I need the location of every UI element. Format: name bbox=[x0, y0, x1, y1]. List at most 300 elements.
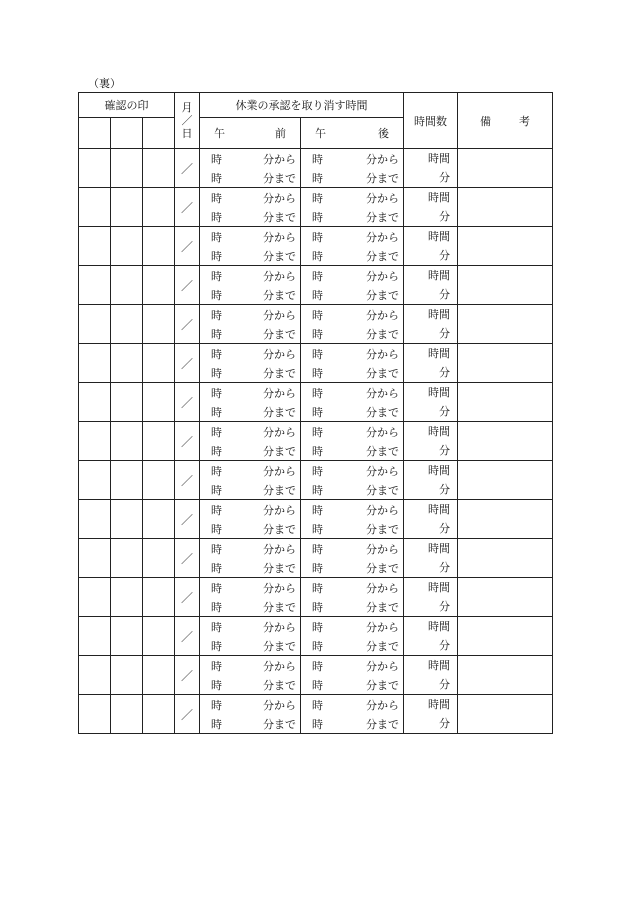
minutes-until-label: 分まで bbox=[366, 366, 399, 380]
date-slash: ／ bbox=[180, 278, 193, 293]
minutes-until-label: 分まで bbox=[366, 405, 399, 419]
seal-cell[interactable] bbox=[143, 500, 175, 539]
duration-cell[interactable] bbox=[404, 422, 458, 461]
remarks-cell[interactable] bbox=[458, 656, 553, 695]
day-header: 日 bbox=[181, 126, 193, 140]
duration-cell[interactable] bbox=[404, 227, 458, 266]
minutes-until-label: 分まで bbox=[366, 210, 399, 224]
hour-label: 時 bbox=[211, 308, 222, 322]
am-time-cell[interactable] bbox=[200, 149, 301, 188]
date-slash: ／ bbox=[180, 629, 193, 644]
date-cell[interactable] bbox=[175, 422, 200, 461]
minutes-from-label: 分から bbox=[366, 581, 399, 595]
minutes-until-label: 分まで bbox=[366, 444, 399, 458]
entry-row bbox=[79, 656, 553, 695]
pm-time-cell[interactable] bbox=[301, 461, 404, 500]
am-time-cell[interactable] bbox=[200, 188, 301, 227]
duration-hours-label: 時間 bbox=[428, 269, 450, 282]
seal-cell[interactable] bbox=[143, 695, 175, 734]
hour-label: 時 bbox=[312, 171, 323, 185]
hour-label: 時 bbox=[211, 464, 222, 478]
date-cell[interactable] bbox=[175, 227, 200, 266]
date-cell[interactable] bbox=[175, 461, 200, 500]
date-slash: ／ bbox=[180, 707, 193, 722]
remarks-cell[interactable] bbox=[458, 344, 553, 383]
seal-cell[interactable] bbox=[79, 305, 111, 344]
date-slash: ／ bbox=[180, 590, 193, 605]
hour-label: 時 bbox=[312, 678, 323, 692]
hour-label: 時 bbox=[312, 542, 323, 556]
duration-minutes-label: 分 bbox=[439, 561, 450, 574]
minutes-from-label: 分から bbox=[263, 308, 296, 322]
duration-cell[interactable] bbox=[404, 305, 458, 344]
hour-label: 時 bbox=[211, 191, 222, 205]
date-cell[interactable] bbox=[175, 500, 200, 539]
duration-cell[interactable] bbox=[404, 383, 458, 422]
seal-cell[interactable] bbox=[143, 383, 175, 422]
seal-cell[interactable] bbox=[79, 422, 111, 461]
date-cell[interactable] bbox=[175, 266, 200, 305]
minutes-from-label: 分から bbox=[366, 503, 399, 517]
minutes-until-label: 分まで bbox=[263, 600, 296, 614]
entry-row bbox=[79, 422, 553, 461]
hour-label: 時 bbox=[211, 425, 222, 439]
minutes-from-label: 分から bbox=[263, 620, 296, 634]
pm-label-right: 後 bbox=[378, 127, 389, 140]
minutes-until-label: 分まで bbox=[366, 600, 399, 614]
am-time-cell[interactable] bbox=[200, 578, 301, 617]
seal-cell[interactable] bbox=[111, 539, 143, 578]
hour-label: 時 bbox=[211, 210, 222, 224]
duration-minutes-label: 分 bbox=[439, 366, 450, 379]
date-slash: ／ bbox=[180, 434, 193, 449]
date-slash: ／ bbox=[181, 113, 193, 127]
minutes-from-label: 分から bbox=[263, 386, 296, 400]
remarks-cell[interactable] bbox=[458, 383, 553, 422]
minutes-from-label: 分から bbox=[263, 152, 296, 166]
seal-cell[interactable] bbox=[79, 500, 111, 539]
seal-cell-header-1 bbox=[79, 118, 111, 149]
duration-cell[interactable] bbox=[404, 266, 458, 305]
seal-cell[interactable] bbox=[143, 617, 175, 656]
date-cell[interactable] bbox=[175, 617, 200, 656]
hour-label: 時 bbox=[312, 152, 323, 166]
minutes-from-label: 分から bbox=[366, 191, 399, 205]
minutes-from-label: 分から bbox=[366, 620, 399, 634]
date-slash: ／ bbox=[180, 161, 193, 176]
minutes-from-label: 分から bbox=[263, 503, 296, 517]
minutes-until-label: 分まで bbox=[263, 444, 296, 458]
date-cell[interactable] bbox=[175, 656, 200, 695]
hour-label: 時 bbox=[312, 327, 323, 341]
date-cell[interactable] bbox=[175, 578, 200, 617]
minutes-from-label: 分から bbox=[366, 659, 399, 673]
pm-header bbox=[301, 118, 404, 149]
hour-label: 時 bbox=[312, 288, 323, 302]
pm-time-cell[interactable] bbox=[301, 305, 404, 344]
duration-minutes-label: 分 bbox=[439, 639, 450, 652]
duration-hours-label: 時間 bbox=[428, 152, 450, 165]
minutes-until-label: 分まで bbox=[366, 639, 399, 653]
seal-cell[interactable] bbox=[143, 344, 175, 383]
duration-cell[interactable] bbox=[404, 500, 458, 539]
minutes-from-label: 分から bbox=[263, 464, 296, 478]
duration-hours-label: 時間 bbox=[428, 581, 450, 594]
seal-cell[interactable] bbox=[111, 656, 143, 695]
duration-hours-label: 時間 bbox=[428, 425, 450, 438]
hour-label: 時 bbox=[211, 483, 222, 497]
minutes-from-label: 分から bbox=[263, 425, 296, 439]
pm-time-cell[interactable] bbox=[301, 149, 404, 188]
hour-label: 時 bbox=[312, 191, 323, 205]
minutes-until-label: 分まで bbox=[366, 483, 399, 497]
date-slash: ／ bbox=[180, 551, 193, 566]
date-slash: ／ bbox=[180, 200, 193, 215]
duration-cell[interactable] bbox=[404, 695, 458, 734]
date-cell[interactable] bbox=[175, 695, 200, 734]
duration-minutes-label: 分 bbox=[439, 288, 450, 301]
entry-row bbox=[79, 305, 553, 344]
minutes-from-label: 分から bbox=[263, 269, 296, 283]
seal-cell[interactable] bbox=[79, 149, 111, 188]
remarks-cell[interactable] bbox=[458, 227, 553, 266]
duration-hours-label: 時間 bbox=[428, 659, 450, 672]
seal-cell[interactable] bbox=[143, 149, 175, 188]
am-time-cell[interactable] bbox=[200, 500, 301, 539]
minutes-from-label: 分から bbox=[366, 386, 399, 400]
date-slash: ／ bbox=[180, 395, 193, 410]
seal-cell[interactable] bbox=[111, 578, 143, 617]
hour-label: 時 bbox=[312, 405, 323, 419]
hour-label: 時 bbox=[211, 366, 222, 380]
entry-row bbox=[79, 383, 553, 422]
minutes-from-label: 分から bbox=[366, 464, 399, 478]
seal-cell[interactable] bbox=[111, 266, 143, 305]
date-slash: ／ bbox=[180, 473, 193, 488]
seal-cell[interactable] bbox=[111, 617, 143, 656]
date-cell[interactable] bbox=[175, 188, 200, 227]
pm-time-cell[interactable] bbox=[301, 617, 404, 656]
hour-label: 時 bbox=[211, 698, 222, 712]
hour-label: 時 bbox=[312, 522, 323, 536]
minutes-until-label: 分まで bbox=[366, 522, 399, 536]
hour-label: 時 bbox=[312, 230, 323, 244]
remarks-cell[interactable] bbox=[458, 500, 553, 539]
hour-label: 時 bbox=[211, 639, 222, 653]
minutes-until-label: 分まで bbox=[263, 483, 296, 497]
hour-label: 時 bbox=[312, 308, 323, 322]
duration-cell[interactable] bbox=[404, 149, 458, 188]
hour-label: 時 bbox=[312, 210, 323, 224]
am-time-cell[interactable] bbox=[200, 305, 301, 344]
month-header: 月 bbox=[181, 100, 193, 114]
seal-cell[interactable] bbox=[79, 617, 111, 656]
minutes-from-label: 分から bbox=[263, 698, 296, 712]
duration-hours-label: 時間 bbox=[428, 620, 450, 633]
minutes-until-label: 分まで bbox=[366, 171, 399, 185]
hour-label: 時 bbox=[211, 405, 222, 419]
remarks-cell[interactable] bbox=[458, 422, 553, 461]
date-cell[interactable] bbox=[175, 383, 200, 422]
seal-cell[interactable] bbox=[143, 266, 175, 305]
pm-time-cell[interactable] bbox=[301, 695, 404, 734]
hour-label: 時 bbox=[312, 386, 323, 400]
date-cell[interactable] bbox=[175, 344, 200, 383]
entry-row bbox=[79, 578, 553, 617]
minutes-from-label: 分から bbox=[366, 152, 399, 166]
cancel-leave-form-table bbox=[78, 92, 553, 734]
duration-hours-label: 時間 bbox=[428, 698, 450, 711]
hour-label: 時 bbox=[211, 717, 222, 731]
duration-cell[interactable] bbox=[404, 578, 458, 617]
minutes-until-label: 分まで bbox=[263, 171, 296, 185]
minutes-from-label: 分から bbox=[263, 659, 296, 673]
hour-label: 時 bbox=[211, 444, 222, 458]
am-time-cell[interactable] bbox=[200, 695, 301, 734]
minutes-from-label: 分から bbox=[366, 542, 399, 556]
minutes-from-label: 分から bbox=[366, 698, 399, 712]
remarks-cell[interactable] bbox=[458, 617, 553, 656]
am-time-cell[interactable] bbox=[200, 461, 301, 500]
date-slash: ／ bbox=[180, 317, 193, 332]
seal-cell[interactable] bbox=[111, 500, 143, 539]
seal-cell[interactable] bbox=[79, 656, 111, 695]
seal-cell[interactable] bbox=[111, 422, 143, 461]
hour-label: 時 bbox=[312, 366, 323, 380]
hour-label: 時 bbox=[312, 639, 323, 653]
pm-time-cell[interactable] bbox=[301, 539, 404, 578]
duration-minutes-label: 分 bbox=[439, 678, 450, 691]
hour-label: 時 bbox=[211, 503, 222, 517]
minutes-until-label: 分まで bbox=[263, 366, 296, 380]
am-header bbox=[200, 118, 301, 149]
entry-row bbox=[79, 461, 553, 500]
date-slash: ／ bbox=[180, 512, 193, 527]
header-row-1 bbox=[79, 93, 553, 118]
entry-row bbox=[79, 227, 553, 266]
hour-label: 時 bbox=[211, 581, 222, 595]
date-cell[interactable] bbox=[175, 149, 200, 188]
duration-hours-label: 時間 bbox=[428, 386, 450, 399]
pm-label-left: 午 bbox=[315, 127, 326, 140]
seal-cell[interactable] bbox=[79, 383, 111, 422]
minutes-until-label: 分まで bbox=[263, 639, 296, 653]
duration-cell[interactable] bbox=[404, 617, 458, 656]
remarks-cell[interactable] bbox=[458, 266, 553, 305]
remarks-label-right: 考 bbox=[519, 114, 530, 128]
pm-time-cell[interactable] bbox=[301, 344, 404, 383]
hour-label: 時 bbox=[312, 503, 323, 517]
duration-minutes-label: 分 bbox=[439, 210, 450, 223]
entry-row bbox=[79, 344, 553, 383]
seal-cell[interactable] bbox=[79, 461, 111, 500]
pm-time-cell[interactable] bbox=[301, 578, 404, 617]
seal-cell[interactable] bbox=[143, 305, 175, 344]
pm-time-cell[interactable] bbox=[301, 422, 404, 461]
hour-label: 時 bbox=[312, 483, 323, 497]
seal-cell[interactable] bbox=[143, 188, 175, 227]
am-time-cell[interactable] bbox=[200, 656, 301, 695]
remarks-cell[interactable] bbox=[458, 149, 553, 188]
duration-hours-label: 時間 bbox=[428, 308, 450, 321]
date-cell[interactable] bbox=[175, 305, 200, 344]
seal-cell[interactable] bbox=[79, 578, 111, 617]
seal-cell-header-2 bbox=[111, 118, 143, 149]
remarks-cell[interactable] bbox=[458, 578, 553, 617]
duration-minutes-label: 分 bbox=[439, 444, 450, 457]
hour-label: 時 bbox=[312, 444, 323, 458]
hour-label: 時 bbox=[211, 327, 222, 341]
seal-cell[interactable] bbox=[111, 305, 143, 344]
hour-label: 時 bbox=[312, 717, 323, 731]
seal-cell[interactable] bbox=[79, 266, 111, 305]
duration-cell[interactable] bbox=[404, 344, 458, 383]
duration-hours-label: 時間 bbox=[428, 191, 450, 204]
cancel-time-header: 休業の承認を取り消す時間 bbox=[200, 93, 404, 118]
minutes-until-label: 分まで bbox=[263, 210, 296, 224]
minutes-until-label: 分まで bbox=[263, 561, 296, 575]
duration-cell[interactable] bbox=[404, 539, 458, 578]
remarks-cell[interactable] bbox=[458, 695, 553, 734]
seal-cell-header-3 bbox=[143, 118, 175, 149]
am-time-cell[interactable] bbox=[200, 422, 301, 461]
back-side-label: （裏） bbox=[88, 77, 121, 90]
minutes-until-label: 分まで bbox=[263, 678, 296, 692]
am-time-cell[interactable] bbox=[200, 539, 301, 578]
hour-label: 時 bbox=[211, 288, 222, 302]
minutes-until-label: 分まで bbox=[263, 327, 296, 341]
minutes-from-label: 分から bbox=[366, 269, 399, 283]
remarks-cell[interactable] bbox=[458, 539, 553, 578]
minutes-until-label: 分まで bbox=[263, 522, 296, 536]
minutes-from-label: 分から bbox=[366, 425, 399, 439]
hour-label: 時 bbox=[211, 522, 222, 536]
hour-label: 時 bbox=[312, 269, 323, 283]
duration-minutes-label: 分 bbox=[439, 249, 450, 262]
duration-hours-label: 時間 bbox=[428, 464, 450, 477]
seal-cell[interactable] bbox=[143, 578, 175, 617]
minutes-from-label: 分から bbox=[263, 347, 296, 361]
hour-label: 時 bbox=[312, 698, 323, 712]
pm-time-cell[interactable] bbox=[301, 500, 404, 539]
remarks-label-left: 備 bbox=[480, 114, 491, 128]
minutes-from-label: 分から bbox=[263, 191, 296, 205]
pm-time-cell[interactable] bbox=[301, 266, 404, 305]
seal-cell[interactable] bbox=[143, 461, 175, 500]
seal-cell[interactable] bbox=[111, 188, 143, 227]
hour-label: 時 bbox=[211, 171, 222, 185]
duration-minutes-label: 分 bbox=[439, 522, 450, 535]
hour-label: 時 bbox=[211, 561, 222, 575]
hour-label: 時 bbox=[211, 386, 222, 400]
remarks-cell[interactable] bbox=[458, 305, 553, 344]
am-label-right: 前 bbox=[275, 127, 286, 140]
seal-cell[interactable] bbox=[143, 227, 175, 266]
minutes-until-label: 分まで bbox=[263, 288, 296, 302]
seal-cell[interactable] bbox=[111, 383, 143, 422]
remarks-cell[interactable] bbox=[458, 188, 553, 227]
minutes-from-label: 分から bbox=[366, 347, 399, 361]
duration-minutes-label: 分 bbox=[439, 405, 450, 418]
entry-row bbox=[79, 617, 553, 656]
hour-label: 時 bbox=[211, 347, 222, 361]
hour-label: 時 bbox=[211, 600, 222, 614]
duration-cell[interactable] bbox=[404, 461, 458, 500]
hour-label: 時 bbox=[211, 678, 222, 692]
minutes-until-label: 分まで bbox=[366, 717, 399, 731]
minutes-until-label: 分まで bbox=[366, 249, 399, 263]
hour-label: 時 bbox=[312, 620, 323, 634]
hour-label: 時 bbox=[312, 347, 323, 361]
seal-cell[interactable] bbox=[111, 344, 143, 383]
pm-time-cell[interactable] bbox=[301, 656, 404, 695]
duration-hours-label: 時間 bbox=[428, 503, 450, 516]
hour-label: 時 bbox=[312, 659, 323, 673]
duration-minutes-label: 分 bbox=[439, 327, 450, 340]
minutes-from-label: 分から bbox=[366, 230, 399, 244]
seal-cell[interactable] bbox=[111, 149, 143, 188]
am-time-cell[interactable] bbox=[200, 383, 301, 422]
minutes-from-label: 分から bbox=[263, 581, 296, 595]
entry-row bbox=[79, 149, 553, 188]
hour-label: 時 bbox=[312, 464, 323, 478]
entry-row bbox=[79, 539, 553, 578]
seal-cell[interactable] bbox=[111, 461, 143, 500]
seal-cell[interactable] bbox=[143, 422, 175, 461]
am-time-cell[interactable] bbox=[200, 344, 301, 383]
pm-time-cell[interactable] bbox=[301, 188, 404, 227]
remarks-header bbox=[458, 93, 553, 149]
entry-row bbox=[79, 188, 553, 227]
entry-row bbox=[79, 695, 553, 734]
seal-cell[interactable] bbox=[79, 344, 111, 383]
minutes-from-label: 分から bbox=[366, 308, 399, 322]
duration-minutes-label: 分 bbox=[439, 483, 450, 496]
entry-row bbox=[79, 500, 553, 539]
seal-cell[interactable] bbox=[111, 695, 143, 734]
duration-cell[interactable] bbox=[404, 656, 458, 695]
seal-cell[interactable] bbox=[79, 188, 111, 227]
entry-row bbox=[79, 266, 553, 305]
hour-label: 時 bbox=[312, 600, 323, 614]
date-slash: ／ bbox=[180, 668, 193, 683]
minutes-until-label: 分まで bbox=[366, 288, 399, 302]
hour-label: 時 bbox=[211, 249, 222, 263]
seal-cell[interactable] bbox=[79, 695, 111, 734]
date-cell[interactable] bbox=[175, 539, 200, 578]
pm-time-cell[interactable] bbox=[301, 227, 404, 266]
remarks-cell[interactable] bbox=[458, 461, 553, 500]
minutes-until-label: 分まで bbox=[263, 717, 296, 731]
duration-hours-label: 時間 bbox=[428, 230, 450, 243]
minutes-until-label: 分まで bbox=[263, 405, 296, 419]
seal-cell[interactable] bbox=[143, 656, 175, 695]
am-time-cell[interactable] bbox=[200, 266, 301, 305]
am-time-cell[interactable] bbox=[200, 227, 301, 266]
am-time-cell[interactable] bbox=[200, 617, 301, 656]
duration-cell[interactable] bbox=[404, 188, 458, 227]
seal-cell[interactable] bbox=[111, 227, 143, 266]
pm-time-cell[interactable] bbox=[301, 383, 404, 422]
hour-label: 時 bbox=[312, 425, 323, 439]
seal-cell[interactable] bbox=[79, 539, 111, 578]
minutes-from-label: 分から bbox=[263, 542, 296, 556]
hour-label: 時 bbox=[211, 152, 222, 166]
month-day-header bbox=[175, 93, 200, 149]
seal-cell[interactable] bbox=[143, 539, 175, 578]
hour-label: 時 bbox=[312, 561, 323, 575]
seal-cell[interactable] bbox=[79, 227, 111, 266]
